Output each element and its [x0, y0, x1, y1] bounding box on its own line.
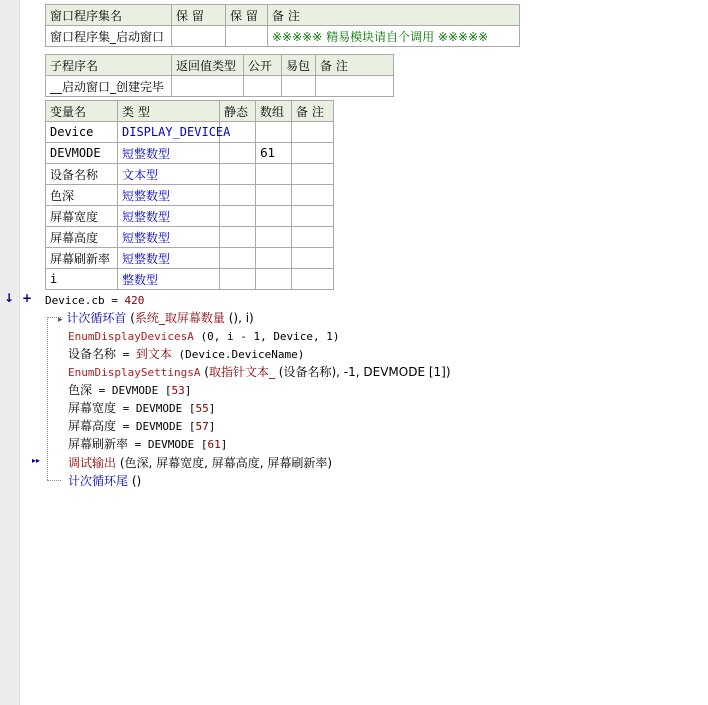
var-type-cell[interactable]: 整数型	[118, 269, 220, 290]
var-note-cell[interactable]	[292, 143, 334, 164]
code-args: (0, i - 1, Device, 1)	[193, 330, 340, 343]
var-type-cell[interactable]: 短整数型	[118, 248, 220, 269]
header-var-name: 变量名	[46, 101, 118, 122]
var-name-cell[interactable]: DEVMODE	[46, 143, 118, 164]
variable-table	[45, 100, 334, 290]
var-name-cell[interactable]: 屏幕刷新率	[46, 248, 118, 269]
var-note-cell[interactable]	[292, 269, 334, 290]
var-array-cell[interactable]	[256, 206, 292, 227]
var-static-cell[interactable]	[220, 206, 256, 227]
code-args: (Device.DeviceName)	[171, 348, 305, 361]
code-var: 设备名称	[68, 347, 117, 361]
var-type-cell[interactable]: 短整数型	[118, 227, 220, 248]
table-row[interactable]	[46, 227, 334, 248]
sub-name-cell[interactable]: __启动窗口_创建完毕	[46, 76, 172, 97]
code-number: 420	[124, 294, 145, 307]
var-array-cell[interactable]	[256, 122, 292, 143]
code-line[interactable]	[68, 381, 191, 399]
table-row[interactable]	[46, 185, 334, 206]
window-assembly-table	[45, 4, 520, 47]
var-type-cell[interactable]: DISPLAY_DEVICEA	[118, 122, 220, 143]
code-number: 57	[195, 420, 209, 433]
code-var: 屏幕高度	[68, 419, 117, 433]
var-array-cell[interactable]	[256, 185, 292, 206]
code-op: = DEVMODE [	[92, 384, 172, 397]
header-note: 备 注	[268, 5, 520, 26]
var-note-cell[interactable]	[292, 227, 334, 248]
code-line[interactable]	[68, 363, 451, 381]
reserved-cell-1[interactable]	[172, 26, 226, 47]
code-line[interactable]	[68, 345, 304, 363]
code-bracket: ]	[208, 402, 216, 415]
var-array-cell[interactable]	[256, 164, 292, 185]
breakpoint-icon[interactable]: ▸▸	[32, 456, 41, 465]
current-line-arrow-icon[interactable]: ↓	[4, 291, 15, 305]
assembly-name-cell[interactable]: 窗口程序集_启动窗口	[46, 26, 172, 47]
code-function: 系统_取屏幕数量	[134, 311, 225, 325]
header-var-type: 类 型	[118, 101, 220, 122]
code-var: Device.cb	[45, 294, 105, 307]
var-name-cell[interactable]: Device	[46, 122, 118, 143]
loop-end-keyword: 计次循环尾	[68, 474, 129, 488]
easy-pack-cell[interactable]	[282, 76, 316, 97]
code-number: 61	[207, 438, 221, 451]
var-type-cell[interactable]: 短整数型	[118, 185, 220, 206]
var-note-cell[interactable]	[292, 122, 334, 143]
code-line[interactable]	[68, 454, 332, 472]
code-op: =	[104, 294, 125, 307]
loop-guide-vertical	[47, 317, 48, 480]
table-row[interactable]	[46, 164, 334, 185]
code-number: 55	[195, 402, 209, 415]
table-row[interactable]	[46, 248, 334, 269]
code-var: 色深	[68, 383, 93, 397]
subroutine-table	[45, 54, 394, 97]
header-assembly-name: 窗口程序集名	[46, 5, 172, 26]
table-row[interactable]	[46, 269, 334, 290]
public-cell[interactable]	[244, 76, 282, 97]
var-note-cell[interactable]	[292, 248, 334, 269]
table-row[interactable]	[46, 122, 334, 143]
var-note-cell[interactable]	[292, 206, 334, 227]
code-function: 到文本	[135, 347, 172, 361]
header-sub-note: 备 注	[316, 55, 394, 76]
code-paren: (	[126, 311, 135, 325]
var-array-cell[interactable]	[256, 269, 292, 290]
code-function-inner: 取指针文本_	[208, 365, 275, 379]
var-name-cell[interactable]: 屏幕宽度	[46, 206, 118, 227]
code-line[interactable]	[68, 417, 215, 435]
code-bracket: ]	[220, 438, 228, 451]
var-static-cell[interactable]	[220, 269, 256, 290]
code-line[interactable]	[68, 472, 141, 490]
code-args: ()	[128, 474, 142, 488]
var-static-cell[interactable]	[220, 164, 256, 185]
header-var-note: 备 注	[292, 101, 334, 122]
code-line[interactable]	[68, 399, 215, 417]
var-type-cell[interactable]: 短整数型	[118, 143, 220, 164]
code-args: (), i)	[224, 311, 254, 325]
var-type-cell[interactable]: 短整数型	[118, 206, 220, 227]
code-paren: (	[200, 365, 209, 379]
var-array-cell[interactable]	[256, 248, 292, 269]
var-note-cell[interactable]	[292, 164, 334, 185]
code-line[interactable]	[68, 435, 227, 453]
table-row[interactable]	[46, 143, 334, 164]
var-array-cell[interactable]: 61	[256, 143, 292, 164]
expand-plus-icon[interactable]: +	[22, 291, 33, 305]
header-static: 静态	[220, 101, 256, 122]
code-function: EnumDisplaySettingsA	[68, 366, 201, 379]
code-var: 屏幕宽度	[68, 401, 117, 415]
header-sub-name: 子程序名	[46, 55, 172, 76]
var-static-cell[interactable]	[220, 185, 256, 206]
code-line[interactable]	[58, 309, 254, 327]
loop-guide-bottom	[47, 480, 61, 481]
loop-arrow-icon: ▸	[58, 315, 63, 325]
code-op: = DEVMODE [	[116, 420, 196, 433]
code-number: 53	[171, 384, 185, 397]
code-function: 调试输出	[68, 456, 117, 470]
header-public: 公开	[244, 55, 282, 76]
var-static-cell[interactable]	[220, 227, 256, 248]
var-static-cell[interactable]	[220, 143, 256, 164]
var-note-cell[interactable]	[292, 185, 334, 206]
var-type-cell[interactable]: 文本型	[118, 164, 220, 185]
var-name-cell[interactable]: i	[46, 269, 118, 290]
header-array: 数组	[256, 101, 292, 122]
loop-keyword: 计次循环首	[66, 311, 127, 325]
editor-gutter	[0, 0, 20, 705]
header-return-type: 返回值类型	[172, 55, 244, 76]
header-reserved-2: 保 留	[226, 5, 268, 26]
code-op: = DEVMODE [	[128, 438, 208, 451]
table-row[interactable]	[46, 206, 334, 227]
code-line[interactable]	[45, 291, 144, 309]
var-array-cell[interactable]	[256, 227, 292, 248]
header-reserved-1: 保 留	[172, 5, 226, 26]
code-op: = DEVMODE [	[116, 402, 196, 415]
reserved-cell-2[interactable]	[226, 26, 268, 47]
var-name-cell[interactable]: 屏幕高度	[46, 227, 118, 248]
assembly-note-cell[interactable]: ※※※※※ 精易模块请自个调用 ※※※※※	[268, 26, 520, 47]
code-bracket: ]	[184, 384, 192, 397]
code-args: (色深, 屏幕宽度, 屏幕高度, 屏幕刷新率)	[116, 456, 333, 470]
code-var: 屏幕刷新率	[68, 437, 129, 451]
code-function: EnumDisplayDevicesA	[68, 330, 194, 343]
var-static-cell[interactable]	[220, 248, 256, 269]
code-line[interactable]	[68, 327, 340, 345]
code-op: =	[116, 348, 136, 361]
code-bracket: ]	[208, 420, 216, 433]
code-args: (设备名称), -1, DEVMODE [1])	[274, 365, 451, 379]
return-type-cell[interactable]	[172, 76, 244, 97]
var-name-cell[interactable]: 设备名称	[46, 164, 118, 185]
sub-note-cell[interactable]	[316, 76, 394, 97]
var-name-cell[interactable]: 色深	[46, 185, 118, 206]
header-easy-pack: 易包	[282, 55, 316, 76]
